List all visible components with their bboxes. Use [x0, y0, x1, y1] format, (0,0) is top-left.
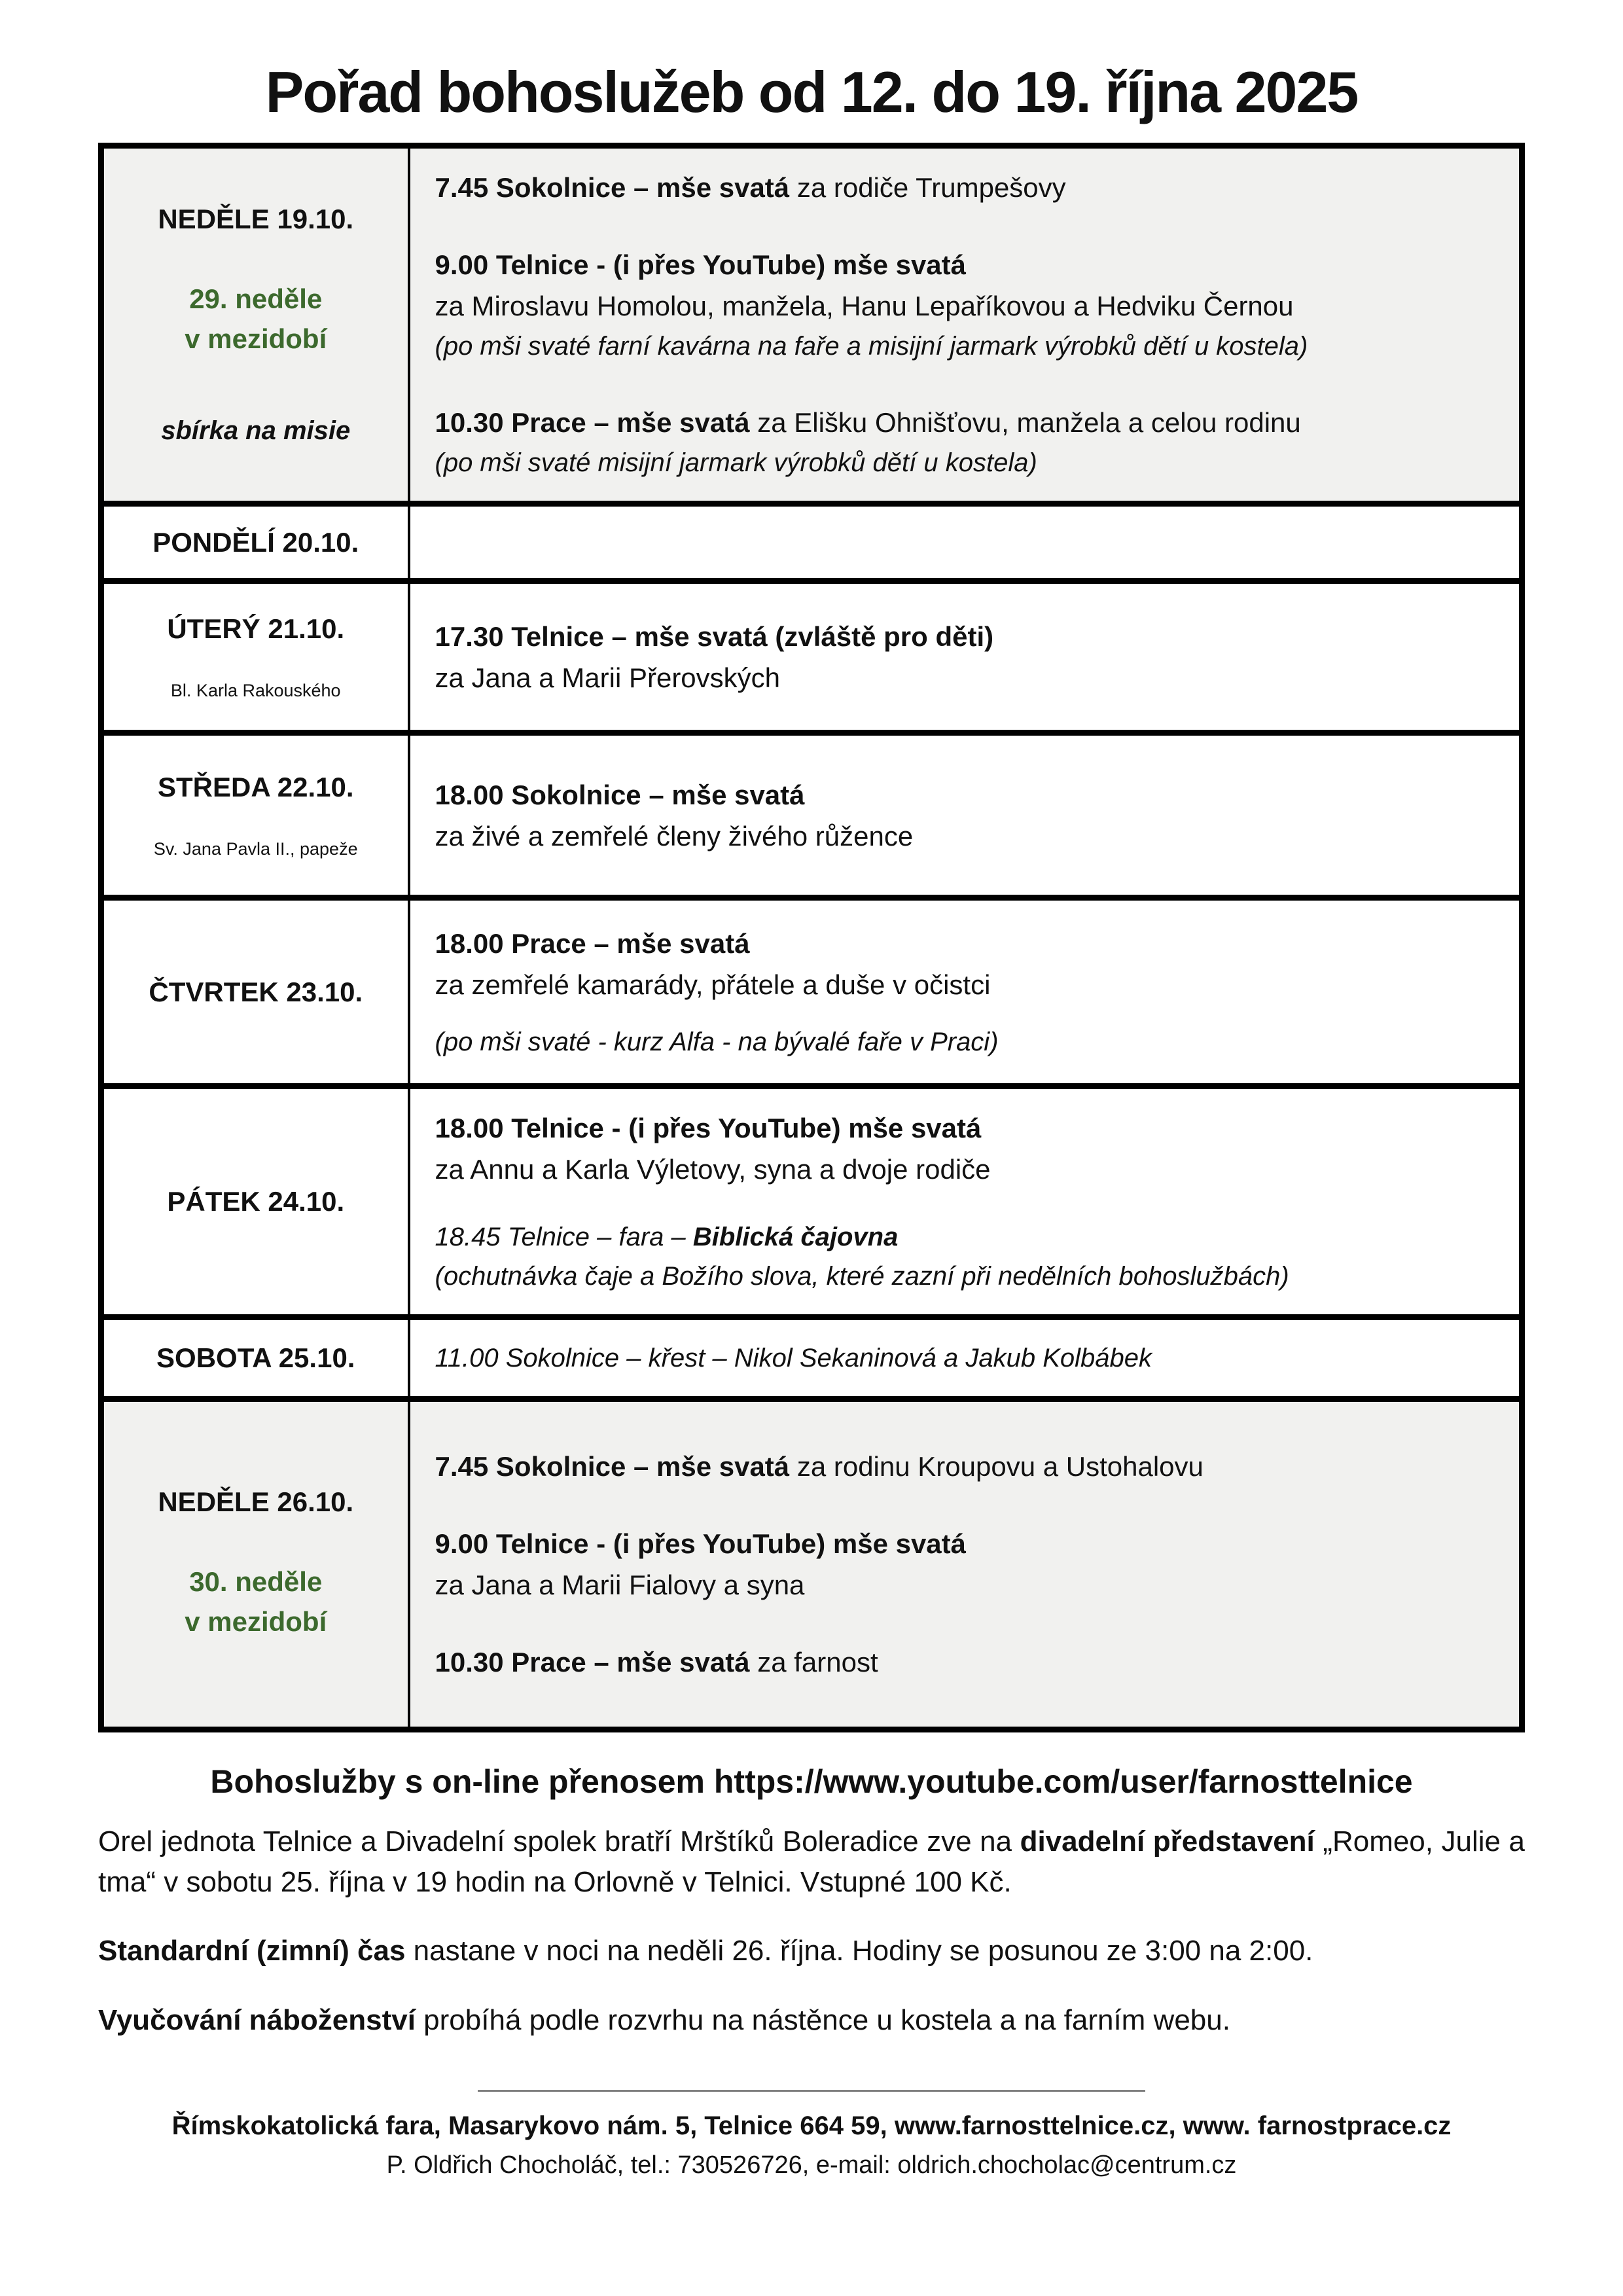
footer-parish-address: Římskokatolická fara, Masarykovo nám. 5, Telnice 664 59, www.farnosttelnice.cz, www. farnostprace.cz [171, 2111, 1452, 2141]
day-cell [101, 1086, 409, 1318]
day-label: NEDĚLE 19.10. [158, 203, 354, 234]
day-label: NEDĚLE 26.10. [158, 1486, 354, 1518]
service-time-place: 7.45 Sokolnice – mše svatá [435, 1451, 790, 1482]
service-intention: za živé a zemřelé členy živého růžence [435, 820, 914, 852]
service-time-place: 18.00 Telnice - (i přes YouTube) mše svatá [435, 1113, 982, 1143]
announcement-religion-classes [98, 2000, 1525, 2041]
service-intention: za Jana a Marii Přerovských [435, 662, 781, 693]
service-entry [435, 1217, 1500, 1296]
day-cell [101, 1318, 409, 1399]
service-time-place: 10.30 Prace – mše svatá [435, 407, 750, 438]
service-note: (po mši svaté misijní jarmark výrobků dětí u kostela) [435, 448, 1037, 477]
season-line-2: v mezidobí [185, 1606, 327, 1637]
feast-caption: Sv. Jana Pavla II., papeže [153, 838, 358, 859]
schedule-table [98, 143, 1525, 1732]
feast-caption: Bl. Karla Rakouského [170, 680, 341, 700]
announcement-text: nastane v noci na neděli 26. října. Hodiny se posunou ze 3:00 na 2:00. [405, 1935, 1313, 1967]
service-entry [435, 1107, 1500, 1190]
announcement-text: probíhá podle rozvrhu na nástěnce u kostela a na farním webu. [415, 2003, 1230, 2036]
footer-separator-line [478, 2090, 1145, 2092]
season-line-1: 29. neděle [189, 283, 323, 314]
service-entry [435, 244, 1500, 366]
day-cell [101, 581, 409, 733]
service-note: (po mši svaté - kurz Alfa - na bývalé faře v Praci) [435, 1027, 999, 1056]
event-time-place: 18.45 Telnice – fara – [435, 1223, 693, 1251]
service-time-place: 9.00 Telnice - (i přes YouTube) mše svatá [435, 1528, 967, 1559]
announcement-theatre [98, 1821, 1525, 1902]
collection-note: sbírka na misie [161, 416, 351, 446]
schedule-row-friday [101, 1086, 1522, 1318]
day-cell [101, 898, 409, 1086]
service-intention: za Jana a Marii Fialovy a syna [435, 1570, 805, 1600]
day-cell [101, 504, 409, 581]
liturgical-season-label [113, 279, 399, 359]
service-time-place: 18.00 Prace – mše svatá [435, 927, 750, 959]
service-entry [435, 1022, 1500, 1062]
event-note: (ochutnávka čaje a Božího slova, které zazní při nedělních bohoslužbách) [435, 1262, 1289, 1291]
day-label: STŘEDA 22.10. [157, 771, 354, 802]
schedule-row-thursday [101, 898, 1522, 1086]
services-cell [409, 1318, 1522, 1399]
service-entry [435, 167, 1500, 208]
day-cell [101, 733, 409, 898]
services-cell [409, 1399, 1522, 1730]
service-time-place: 18.00 Sokolnice – mše svatá [435, 779, 805, 810]
day-label: ÚTERÝ 21.10. [167, 613, 345, 644]
announcement-text: „Romeo, Julie a tma“ v sobotu 25. října v 19 hodin na Orlovně v Telnici. Vstupné 100 Kč. [98, 1825, 1525, 1898]
service-intention: za rodiče Trumpešovy [789, 172, 1066, 203]
schedule-row-saturday [101, 1318, 1522, 1399]
announcement-bold: Vyučování náboženství [98, 2003, 416, 2036]
service-entry [435, 1523, 1500, 1605]
service-entry [435, 923, 1500, 1005]
event-name: Biblická čajovna [692, 1223, 899, 1251]
announcement-bold: divadelní představení [1020, 1825, 1315, 1857]
services-cell [409, 581, 1522, 733]
service-intention: za zemřelé kamarády, přátele a duše v očistci [435, 969, 991, 1000]
service-intention: za Annu a Karla Výletovy, syna a dvoje rodiče [435, 1154, 991, 1185]
day-label: PÁTEK 24.10. [167, 1186, 345, 1217]
schedule-row-sunday-19 [101, 146, 1522, 504]
day-label: PONDĚLÍ 20.10. [152, 526, 359, 558]
schedule-row-sunday-26 [101, 1399, 1522, 1730]
day-cell [101, 1399, 409, 1730]
services-cell-empty [409, 504, 1522, 581]
day-label: ČTVRTEK 23.10. [149, 976, 363, 1007]
service-entry [435, 1446, 1500, 1487]
service-entry [435, 1641, 1500, 1683]
season-line-2: v mezidobí [185, 323, 327, 354]
service-intention: za farnost [749, 1647, 878, 1677]
announcement-bold: Standardní (zimní) čas [98, 1935, 406, 1967]
schedule-row-tuesday [101, 581, 1522, 733]
announcement-winter-time [98, 1931, 1525, 1971]
season-line-1: 30. neděle [189, 1566, 323, 1598]
day-label: SOBOTA 25.10. [156, 1342, 355, 1373]
announcement-text: Orel jednota Telnice a Divadelní spolek bratří Mrštíků Boleradice zve na [98, 1825, 1020, 1857]
service-entry [435, 402, 1500, 482]
services-cell [409, 898, 1522, 1086]
service-entry [435, 774, 1500, 857]
footer-contact: P. Oldřich Chocholáč, tel.: 730526726, e-mail: oldrich.chocholac@centrum.cz [386, 2151, 1237, 2179]
service-time-place: 10.30 Prace – mše svatá [435, 1647, 750, 1677]
schedule-row-wednesday [101, 733, 1522, 898]
services-cell [409, 1086, 1522, 1318]
services-cell [409, 146, 1522, 504]
services-cell [409, 733, 1522, 898]
service-intention: za Miroslavu Homolou, manžela, Hanu Lepaříkovou a Hedviku Černou [435, 291, 1294, 321]
service-time-place: 17.30 Telnice – mše svatá (zvláště pro děti) [435, 620, 994, 652]
day-cell [101, 146, 409, 504]
liturgical-season-label [113, 1562, 399, 1642]
service-intention: za Elišku Ohnišťovu, manžela a celou rodinu [749, 407, 1301, 438]
service-entry [435, 616, 1500, 698]
service-intention: za rodinu Kroupovu a Ustohalovu [789, 1451, 1204, 1482]
service-time-place: 7.45 Sokolnice – mše svatá [435, 172, 790, 203]
service-note: (po mši svaté farní kavárna na faře a misijní jarmark výrobků dětí u kostela) [435, 332, 1308, 361]
schedule-row-monday [101, 504, 1522, 581]
page-title: Pořad bohoslužeb od 12. do 19. října 2025 [265, 60, 1358, 124]
baptism-entry: 11.00 Sokolnice – křest – Nikol Sekaninová a Jakub Kolbábek [435, 1344, 1152, 1372]
service-time-place: 9.00 Telnice - (i přes YouTube) mše svatá [435, 249, 967, 280]
online-broadcast-heading: Bohoslužby s on-line přenosem https://www.youtube.com/user/farnosttelnice [210, 1763, 1413, 1800]
